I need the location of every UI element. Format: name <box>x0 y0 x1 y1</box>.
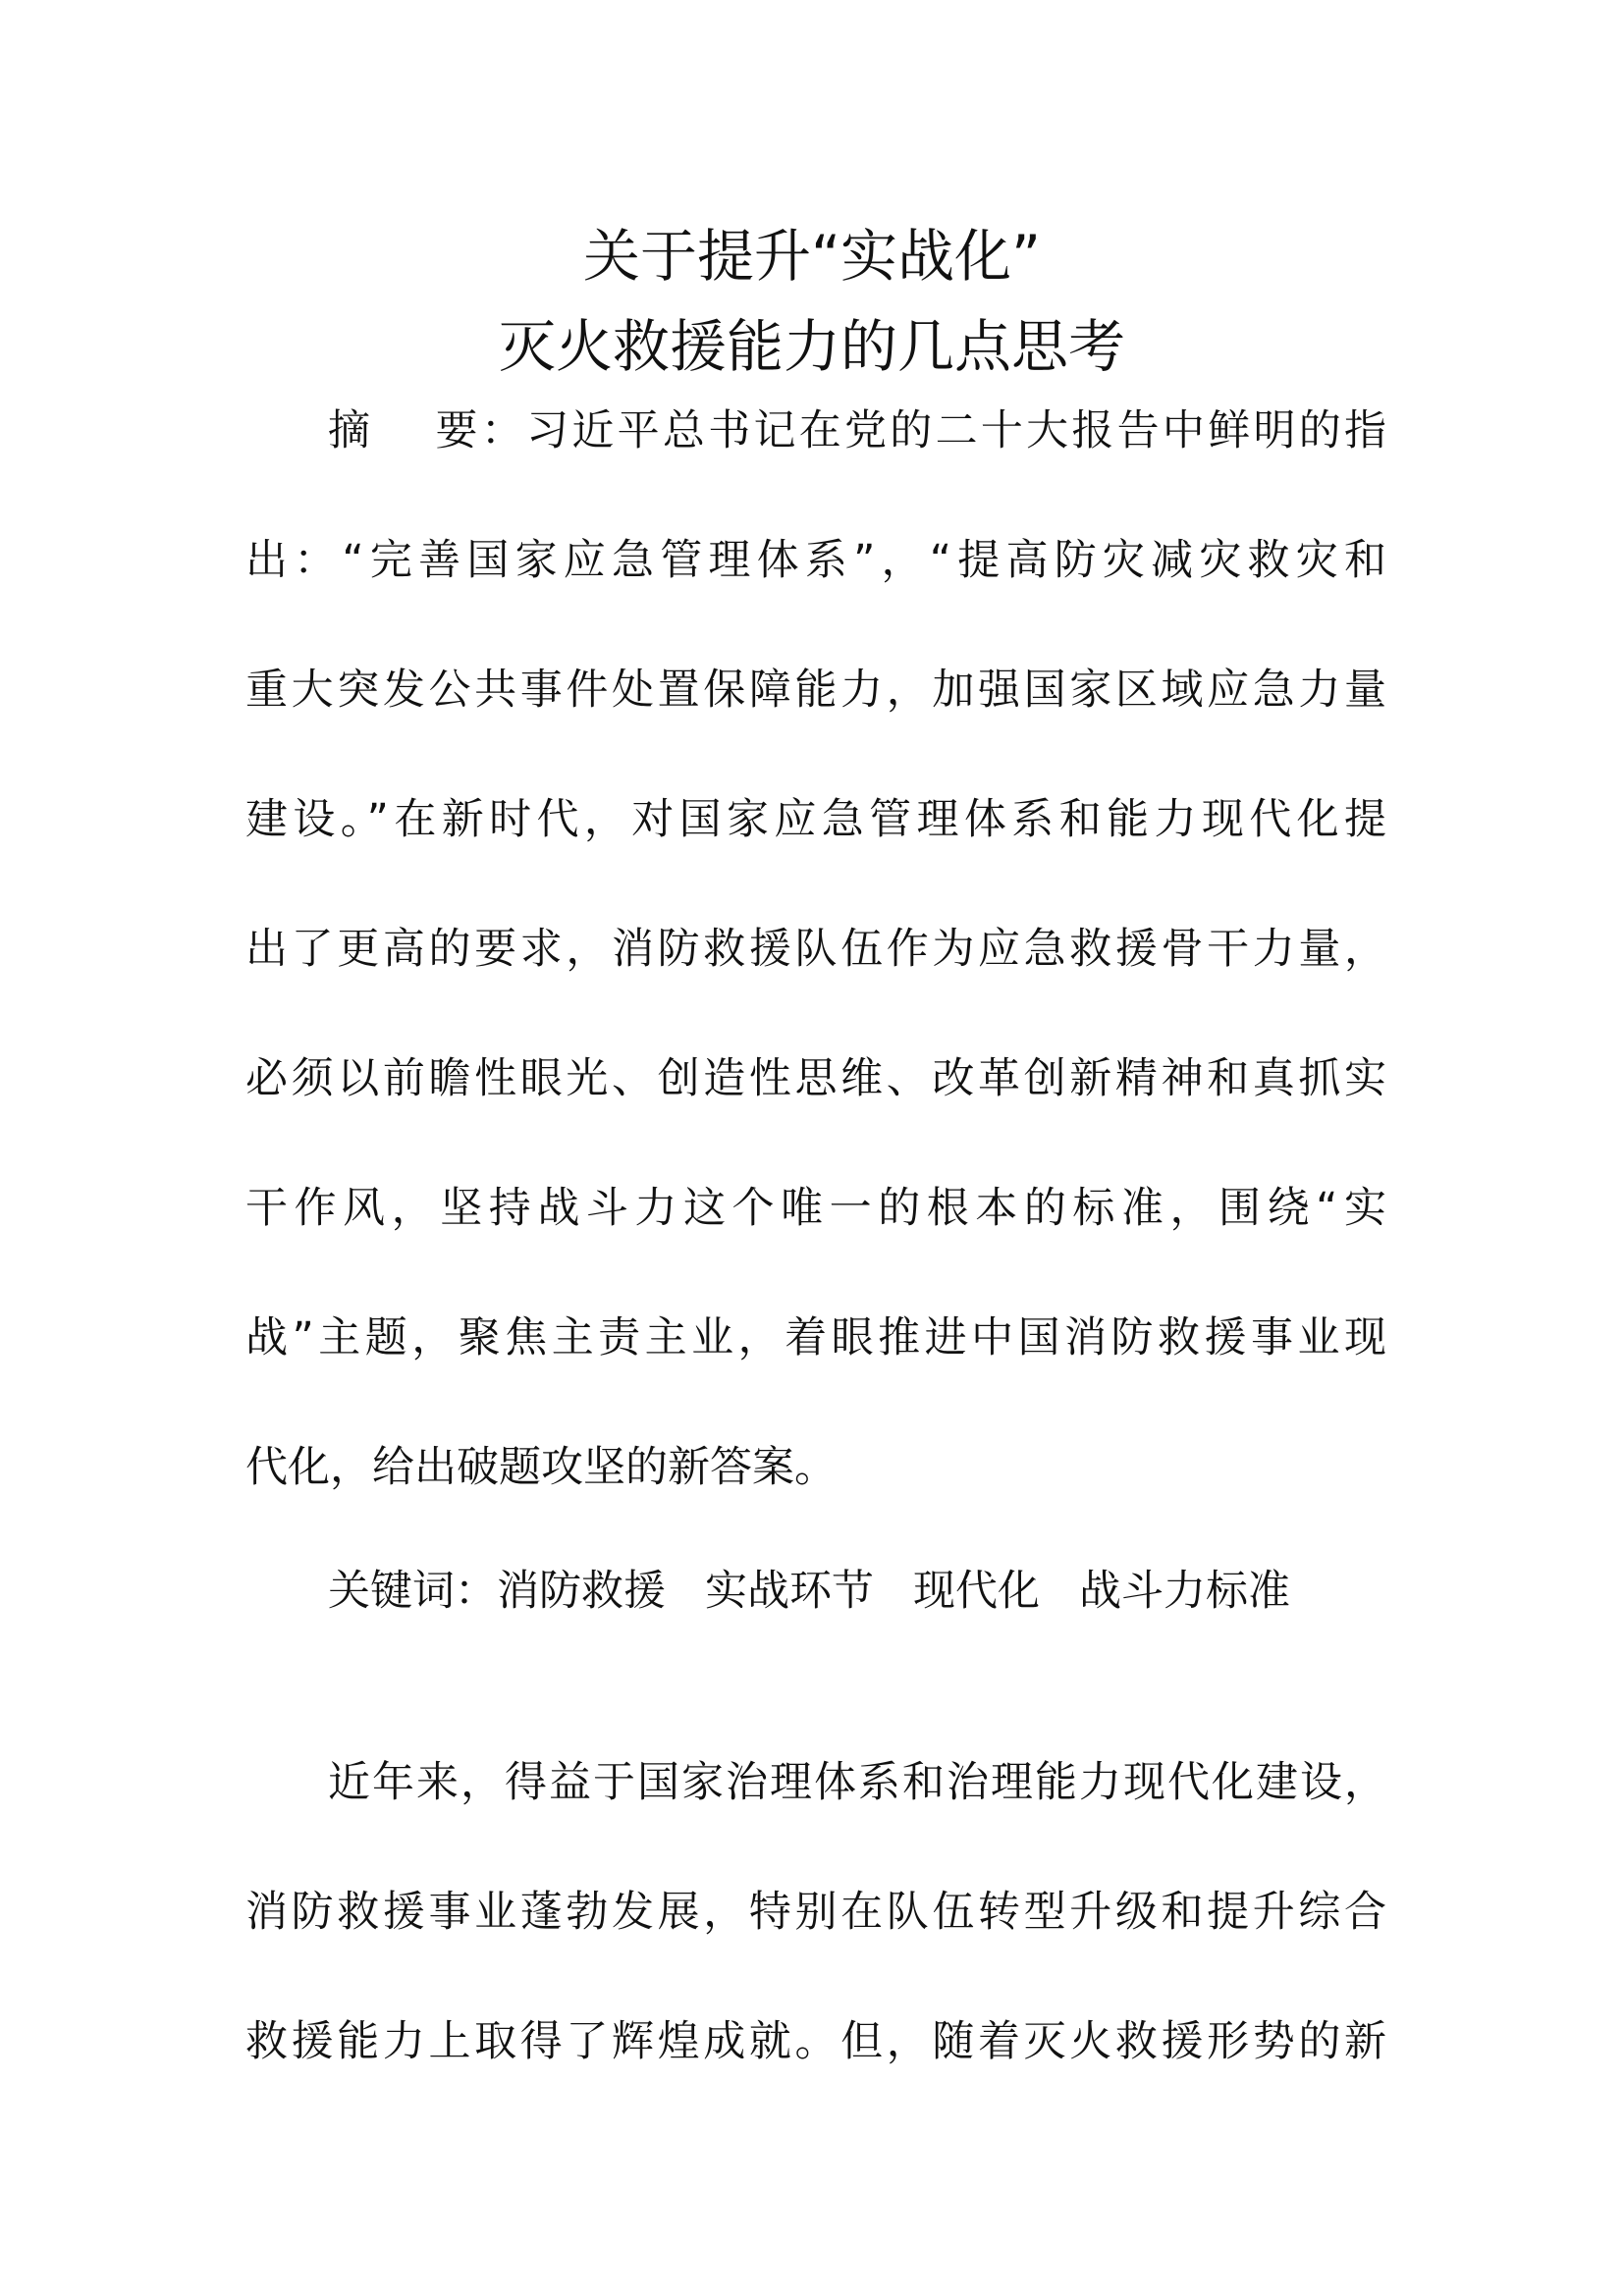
keyword-item: 实战环节 <box>705 1567 874 1616</box>
abstract-line-7: 干作风，坚持战斗力这个唯一的根本的标准，围绕“实 <box>245 1184 1386 1233</box>
abstract-line-1 <box>328 401 1386 460</box>
title-line-1: 关于提升“实战化” <box>582 223 1042 290</box>
abstract-line-2: 出：“完善国家应急管理体系”，“提高防灾减灾救灾和 <box>245 536 1386 585</box>
keyword-item: 战斗力标准 <box>1079 1567 1290 1616</box>
keywords <box>328 1562 1290 1621</box>
abstract-line-9: 代化，给出破题攻坚的新答案。 <box>245 1443 837 1492</box>
abstract-line-8: 战”主题，聚焦主责主业，着眼推进中国消防救援事业现 <box>245 1313 1386 1362</box>
keyword-item: 消防救援 <box>497 1567 666 1616</box>
title-line-2: 灭火救援能力的几点思考 <box>498 313 1125 380</box>
abstract-label-part1: 摘 <box>328 406 374 455</box>
abstract-text: 习近平总书记在党的二十大报告中鲜明的指 <box>526 406 1386 455</box>
abstract-line-3: 重大突发公共事件处置保障能力，加强国家区域应急力量 <box>245 666 1386 715</box>
body-line-3: 救援能力上取得了辉煌成就。但，随着灭火救援形势的新 <box>245 2017 1386 2066</box>
abstract-line-5: 出了更高的要求，消防救援队伍作为应急救援骨干力量， <box>245 925 1386 974</box>
keywords-label: 关键词： <box>328 1567 497 1616</box>
abstract-line-4: 建设。”在新时代，对国家应急管理体系和能力现代化提 <box>245 795 1386 844</box>
abstract-label-part2: 要： <box>432 406 527 455</box>
keyword-item: 现代化 <box>913 1567 1040 1616</box>
body-line-2: 消防救援事业蓬勃发展，特别在队伍转型升级和提升综合 <box>245 1888 1386 1937</box>
body-line-1: 近年来，得益于国家治理体系和治理能力现代化建设， <box>328 1758 1386 1807</box>
abstract-line-6: 必须以前瞻性眼光、创造性思维、改革创新精神和真抓实 <box>245 1054 1386 1103</box>
